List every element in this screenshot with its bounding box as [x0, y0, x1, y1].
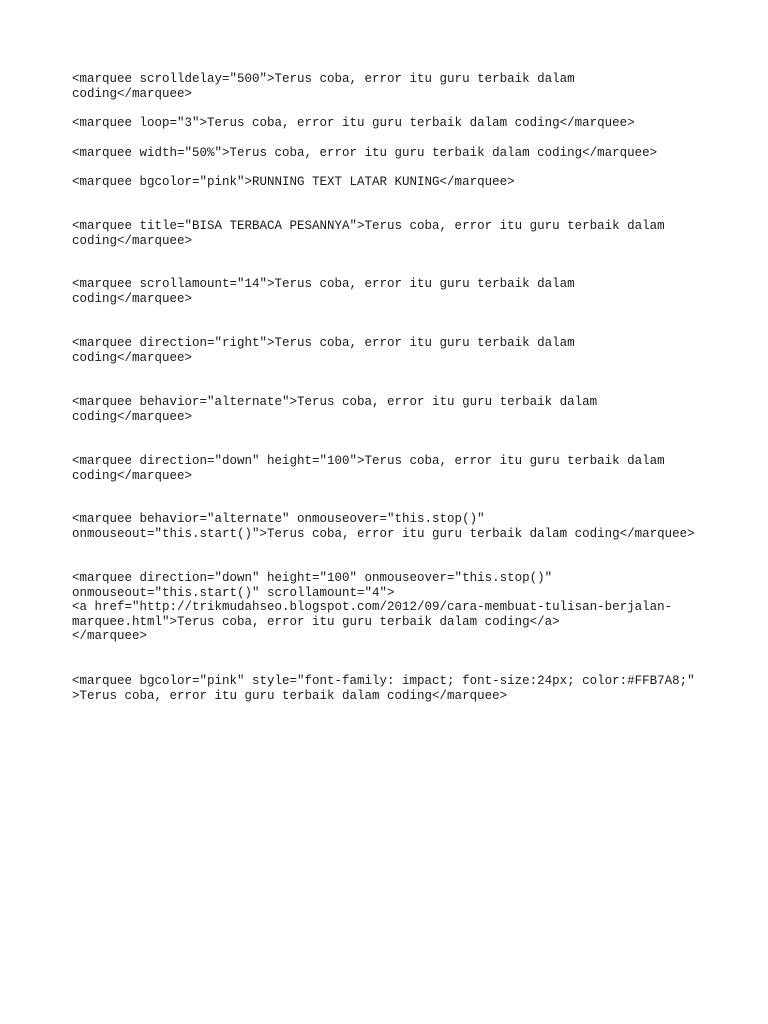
code-snippet-link-marquee: <marquee direction="down" height="100" onmouseover="this.stop()" onmouseout="this.start()" scrollamount="4"> <a href="http://trikmudahseo.blogspot.com/2012/09/cara-membuat-tulisan-berjalan- marquee.html">Terus coba, error itu guru terbaik dalam coding</a> </marquee>: [72, 571, 673, 644]
code-snippet-width: <marquee width="50%">Terus coba, error itu guru terbaik dalam coding</marquee>: [72, 146, 658, 160]
code-snippet-direction-right: <marquee direction="right">Terus coba, error itu guru terbaik dalam coding</marquee>: [72, 336, 575, 365]
code-snippet-title: <marquee title="BISA TERBACA PESANNYA">Terus coba, error itu guru terbaik dalam coding</marquee>: [72, 219, 665, 248]
code-snippet-scrolldelay: <marquee scrolldelay="500">Terus coba, error itu guru terbaik dalam coding</marquee>: [72, 72, 575, 101]
code-snippet-mouseover-stop: <marquee behavior="alternate" onmouseover="this.stop()" onmouseout="this.start()">Terus coba, error itu guru terbaik dalam coding</marquee>: [72, 512, 695, 541]
code-snippet-scrollamount: <marquee scrollamount="14">Terus coba, error itu guru terbaik dalam coding</marquee>: [72, 277, 575, 306]
code-snippet-bgcolor: <marquee bgcolor="pink">RUNNING TEXT LATAR KUNING</marquee>: [72, 175, 515, 189]
code-snippet-behavior-alternate: <marquee behavior="alternate">Terus coba, error itu guru terbaik dalam coding</marquee>: [72, 395, 598, 424]
code-snippet-direction-down: <marquee direction="down" height="100">Terus coba, error itu guru terbaik dalam coding</marquee>: [72, 454, 665, 483]
code-snippet-loop: <marquee loop="3">Terus coba, error itu guru terbaik dalam coding</marquee>: [72, 116, 635, 130]
code-snippet-styled-marquee: <marquee bgcolor="pink" style="font-family: impact; font-size:24px; color:#FFB7A8;" >Terus coba, error itu guru terbaik dalam coding</marquee>: [72, 674, 695, 703]
